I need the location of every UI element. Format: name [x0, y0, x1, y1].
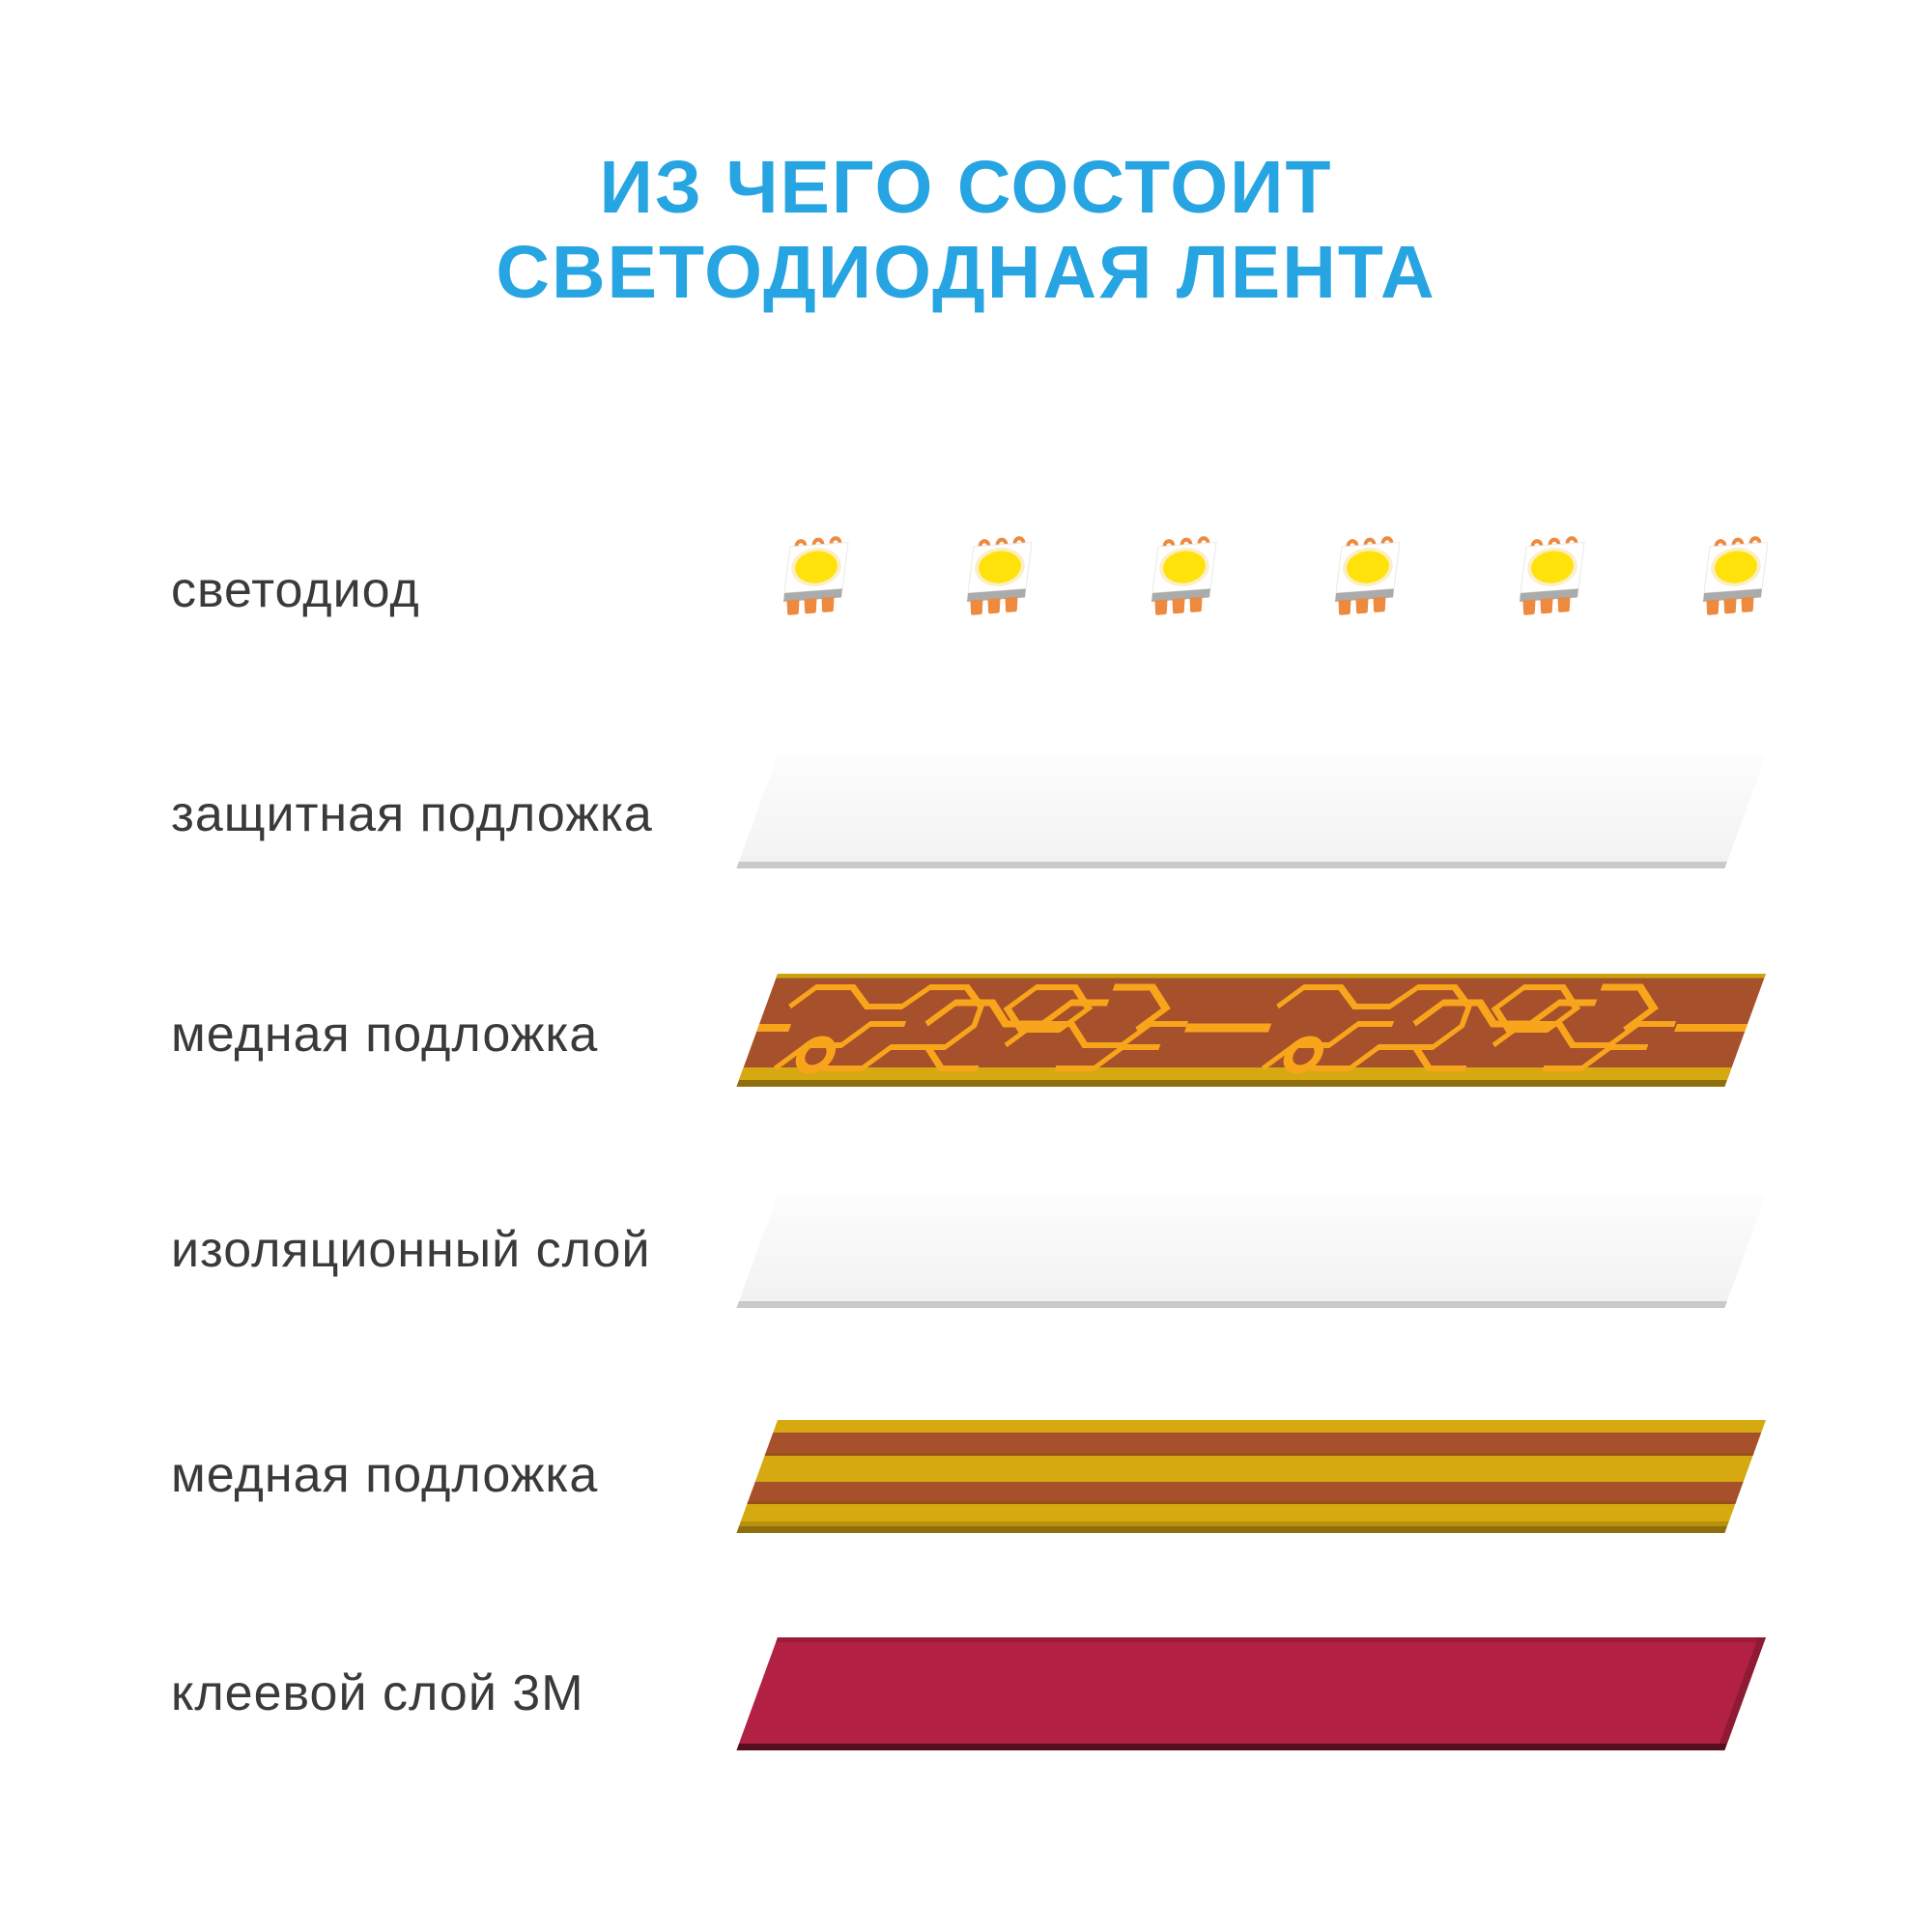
- led-row-graphic: [773, 530, 1777, 619]
- layer-label-copper-circuit: медная подложка: [171, 1007, 599, 1063]
- page-title-line2: СВЕТОДИОДНАЯ ЛЕНТА: [496, 231, 1436, 314]
- protective-backing-strip: [734, 755, 1768, 876]
- layer-label-copper-striped: медная подложка: [171, 1447, 599, 1503]
- page-title-line1: ИЗ ЧЕГО СОСТОИТ: [599, 146, 1333, 229]
- adhesive-strip: [734, 1637, 1768, 1758]
- page-title: [0, 145, 1932, 315]
- led-chip: [1324, 530, 1409, 619]
- copper-circuit-strip: [734, 974, 1768, 1094]
- led-chip: [1509, 530, 1594, 619]
- layer-label-adhesive: клеевой слой 3М: [171, 1665, 584, 1721]
- led-chip: [1692, 530, 1777, 619]
- copper-striped-strip: [734, 1420, 1768, 1541]
- layer-label-led: светодиод: [171, 562, 420, 618]
- insulation-strip: [734, 1195, 1768, 1316]
- led-chip: [956, 530, 1041, 619]
- layer-label-insulation: изоляционный слой: [171, 1222, 651, 1278]
- led-chip: [773, 530, 858, 619]
- layer-label-protective-backing: защитная подложка: [171, 786, 653, 842]
- led-chip: [1141, 530, 1226, 619]
